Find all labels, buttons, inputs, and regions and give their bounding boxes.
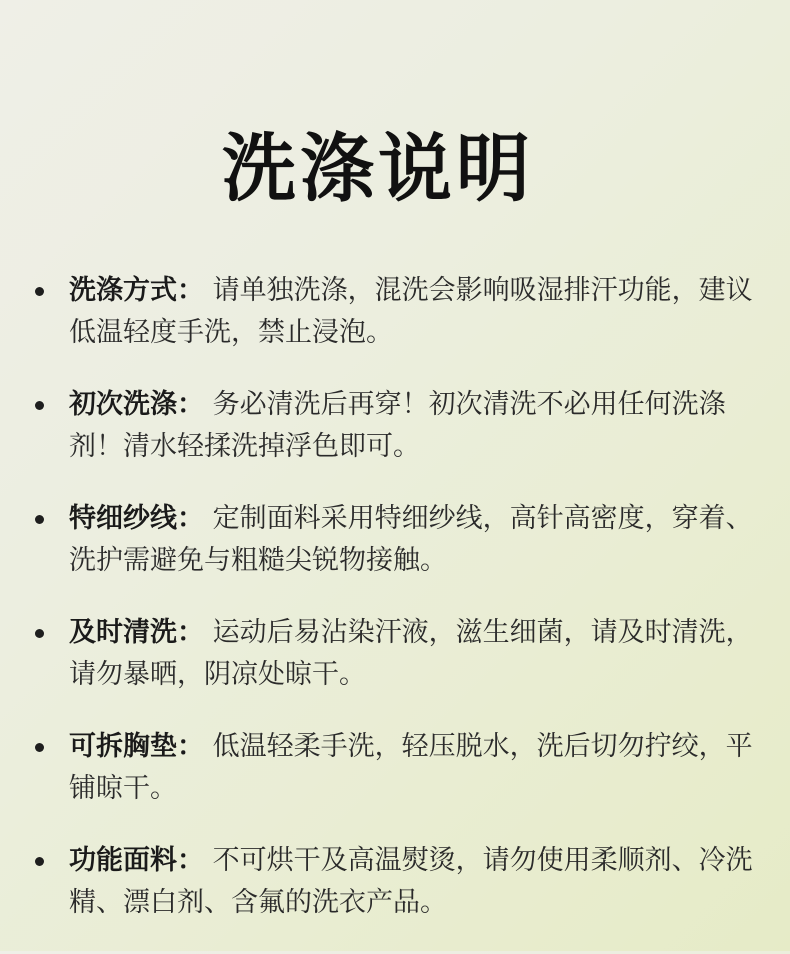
item-label: 特细纱线： bbox=[69, 503, 204, 534]
list-item bbox=[0, 498, 790, 582]
item-text: 不可烘干及高温熨烫，请勿使用柔顺剂、冷洗精、漂白剂、含氟的洗衣产品。 bbox=[69, 845, 753, 918]
bullet-icon bbox=[35, 743, 44, 752]
item-text: 请单独洗涤，混洗会影响吸湿排汗功能，建议低温轻度手洗，禁止浸泡。 bbox=[69, 275, 753, 348]
bullet-icon bbox=[35, 401, 44, 410]
instruction-list bbox=[0, 270, 790, 954]
item-label: 及时清洗： bbox=[69, 617, 204, 648]
item-label: 洗涤方式： bbox=[69, 275, 204, 306]
item-text: 务必清洗后再穿！初次清洗不必用任何洗涤剂！清水轻揉洗掉浮色即可。 bbox=[69, 389, 726, 462]
list-item bbox=[0, 270, 790, 354]
item-text: 定制面料采用特细纱线，高针高密度，穿着、洗护需避免与粗糙尖锐物接触。 bbox=[69, 503, 753, 576]
list-item bbox=[0, 840, 790, 924]
item-text: 低温轻柔手洗，轻压脱水，洗后切勿拧绞，平铺晾干。 bbox=[69, 731, 753, 804]
bullet-icon bbox=[35, 287, 44, 296]
list-item bbox=[0, 612, 790, 696]
list-item bbox=[0, 726, 790, 810]
bullet-icon bbox=[35, 515, 44, 524]
item-label: 功能面料： bbox=[69, 845, 204, 876]
item-label: 初次洗涤： bbox=[69, 389, 204, 420]
item-label: 可拆胸垫： bbox=[69, 731, 204, 762]
bullet-icon bbox=[35, 629, 44, 638]
page-title: 洗涤说明 bbox=[222, 126, 534, 212]
item-text: 运动后易沾染汗液，滋生细菌，请及时清洗，请勿暴晒，阴凉处晾干。 bbox=[69, 617, 753, 690]
list-item bbox=[0, 384, 790, 468]
bullet-icon bbox=[35, 857, 44, 866]
